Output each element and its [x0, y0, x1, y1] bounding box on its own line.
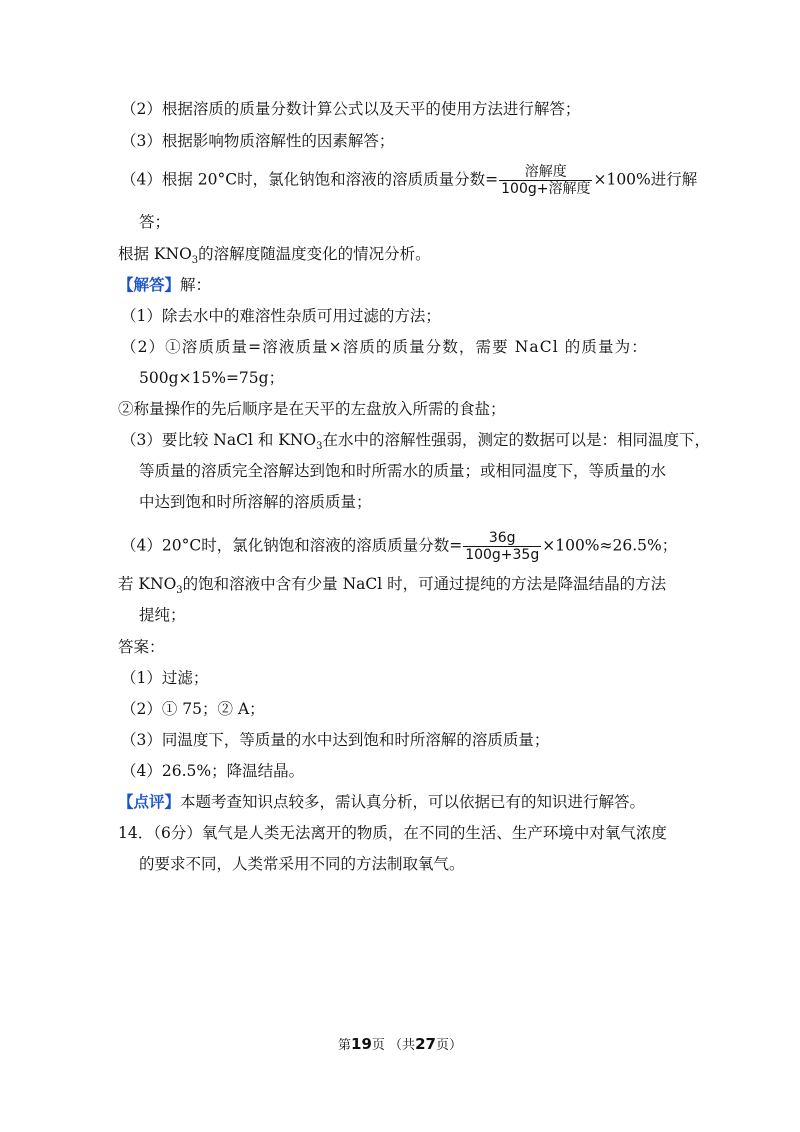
fraction-numerator: 溶解度 — [524, 164, 567, 180]
total-pages: 27 — [415, 1035, 436, 1053]
analysis-line-5-post: 的溶解度随温度变化的情况分析。 — [198, 245, 431, 263]
solution-tag: 【解答】 — [118, 276, 181, 294]
question-14-line-2: 的要求不同，人类常采用不同的方法制取氧气。 — [139, 855, 465, 873]
solution-step-3-line-2: 等质量的溶质完全溶解达到饱和时所需水的质量；或相同温度下，等质量的水 — [139, 462, 667, 480]
review — [118, 792, 645, 812]
analysis-line-4-pre: （4）根据 20°C时，氯化钠饱和溶液的溶质质量分数= — [121, 170, 499, 189]
solution-step-3-post: 在水中的溶解性强弱，测定的数据可以是：相同温度下， — [322, 431, 711, 449]
solution-tag-after: 解： — [180, 276, 212, 294]
solution-step-4-post: ×100%≈26.5%； — [542, 536, 678, 555]
question-14-line-1: 14．（6分）氧气是人类无法离开的物质，在不同的生活、生产环境中对氧气浓度 — [118, 824, 667, 842]
solution-step-4-pre: （4）20°C时，氯化钠饱和溶液的溶质质量分数= — [121, 536, 463, 555]
review-tag: 【点评】 — [118, 793, 181, 811]
analysis-line-5-pre: 根据 KNO — [118, 245, 192, 263]
solution-header — [118, 275, 211, 295]
answer-3: （3）同温度下，等质量的水中达到饱和时所溶解的溶质质量； — [121, 731, 550, 749]
solution-step-1: （1）除去水中的难溶性杂质可用过滤的方法； — [121, 307, 441, 325]
analysis-line-4 — [121, 164, 697, 197]
analysis-line-4-cont: 答； — [139, 213, 171, 231]
solution-step-2: （2）①溶质质量=溶液质量×溶质的质量分数，需要 NaCl 的质量为： — [121, 338, 648, 356]
solution-step-5-pre: 若 KNO — [118, 575, 177, 593]
calc-denominator: 100g+35g — [465, 547, 540, 563]
analysis-line-5-sub: 3 — [191, 255, 199, 267]
solution-step-4 — [121, 530, 677, 563]
solution-step-3 — [121, 430, 711, 453]
footer-mid: 页 （共 — [371, 1038, 416, 1053]
solution-step-2b: ②称量操作的先后顺序是在天平的左盘放入所需的食盐； — [118, 400, 506, 418]
footer-post: 页） — [435, 1038, 462, 1053]
answer-1: （1）过滤； — [121, 669, 209, 687]
answer-title: 答案： — [118, 638, 165, 656]
analysis-line-2: （2）根据溶质的质量分数计算公式以及天平的使用方法进行解答； — [121, 100, 581, 118]
solubility-fraction — [499, 164, 592, 197]
solution-step-5-cont: 提纯； — [139, 606, 186, 624]
review-text: 本题考查知识点较多，需认真分析，可以依据已有的知识进行解答。 — [180, 793, 646, 811]
footer-pre: 第 — [338, 1038, 352, 1053]
solution-step-5 — [118, 574, 667, 597]
page-number: 19 — [351, 1035, 372, 1053]
solution-step-3-line-3: 中达到饱和时所溶解的溶质质量； — [139, 493, 372, 511]
answer-4: （4）26.5%；降温结晶。 — [121, 762, 305, 780]
analysis-line-4-post: ×100%进行解 — [593, 170, 698, 189]
analysis-line-5 — [118, 244, 431, 267]
solution-step-3-sub: 3 — [316, 441, 323, 453]
answer-2: （2）① 75；② A； — [121, 700, 265, 718]
calc-numerator: 36g — [488, 530, 516, 546]
solution-step-3-pre: （3）要比较 NaCl 和 KNO — [121, 431, 317, 449]
fraction-denominator: 100g+溶解度 — [501, 181, 591, 197]
analysis-line-3: （3）根据影响物质溶解性的因素解答； — [121, 132, 395, 150]
solution-step-5-sub: 3 — [176, 585, 183, 597]
mass-fraction-calc — [463, 530, 541, 563]
solution-step-2-calc: 500g×15%=75g； — [139, 369, 285, 387]
solution-step-5-post: 的饱和溶液中含有少量 NaCl 时，可通过提纯的方法是降温结晶的方法 — [182, 575, 667, 593]
page-footer — [0, 1034, 800, 1053]
